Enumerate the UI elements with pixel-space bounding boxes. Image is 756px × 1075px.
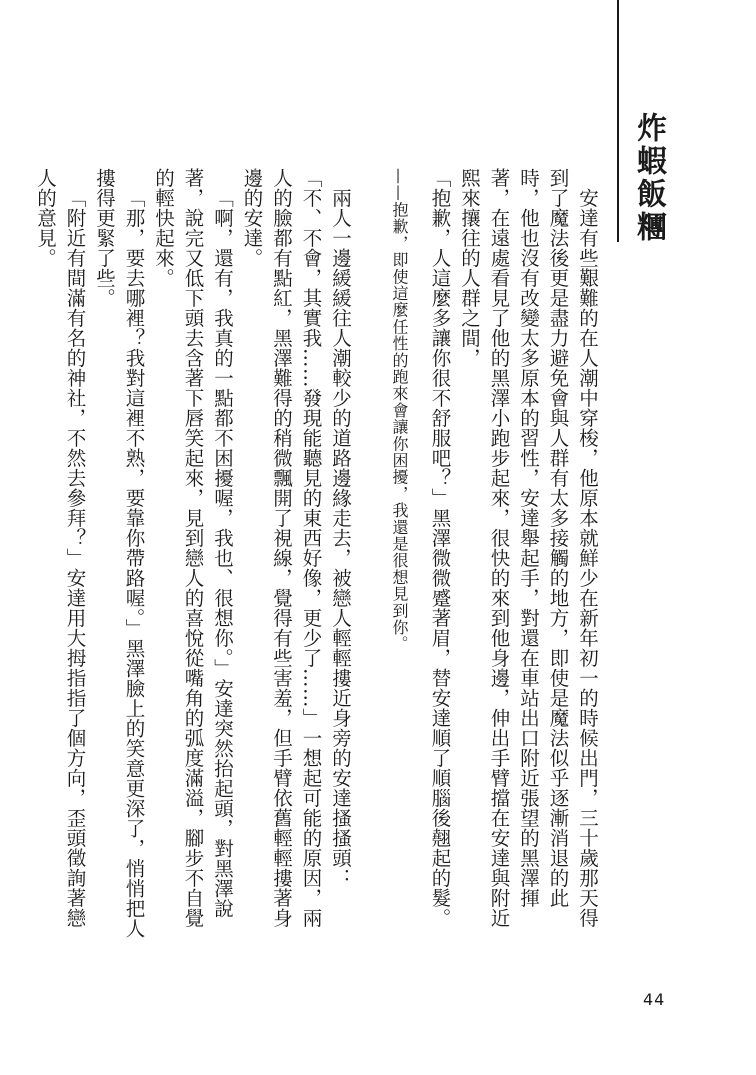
paragraph-2: 「抱歉，人這麼多讓你很不舒服吧？」黑澤微微蹙著眉，替安達順了順腦後翹起的髮。 [428, 168, 452, 928]
chapter-title: 炸蝦飯糰 [631, 112, 666, 244]
body-text [31, 168, 603, 942]
paragraph-5: 「那，要去哪裡？我對這裡不熟，要靠你帶路喔。」黑澤臉上的笑意更深了，悄悄把人摟得更緊了些。 [93, 168, 146, 938]
paragraph-6: 「附近有間滿有名的神社，不然去參拜？」安達用大拇指指了個方向，歪頭徵詢著戀人的意見。 [34, 168, 87, 928]
inner-thought-line: ——抱歉，即使這麼任性的跑來會讓你困擾，我還是很想見到你。 [390, 168, 409, 653]
paragraph-1: 安達有些艱難的在人潮中穿梭，他原本就鮮少在新年初一的時候出門，三十歲那天得到了魔法後更是盡力避免會與人群有太多接觸的地方，即使是魔法似乎逐漸消退的此時，他也沒有改變太多原本的習性，安達舉起手，對還在車站出口附近張望的黑澤揮著，在遠處看見了他的黑澤小跑步起來，很快的來到他身邊，伸出手臂擋在安達與附近熙來攘往的人群之間， [458, 168, 599, 928]
paragraph-3: 兩人一邊緩緩往人潮較少的道路邊緣走去，被戀人輕輕摟近身旁的安達搔搔頭：「不、不會，其實我……發現能聽見的東西好像，更少了……」一想起可能的原因，兩人的臉都有點紅，黑澤難得的稍微飄開了視線，覺得有些害羞，但手臂依舊輕輕摟著身邊的安達。 [240, 168, 352, 928]
page-number: 44 [643, 990, 666, 1009]
paragraph-4: 「啊，還有，我真的一點都不困擾喔，我也、很想你。」安達突然抬起頭，對黑澤說著，說完又低下頭去含著下唇笑起來，見到戀人的喜悅從嘴角的弧度滿溢，腳步不自覺的輕快起來。 [152, 168, 234, 928]
chapter-title-rule [617, 0, 619, 242]
